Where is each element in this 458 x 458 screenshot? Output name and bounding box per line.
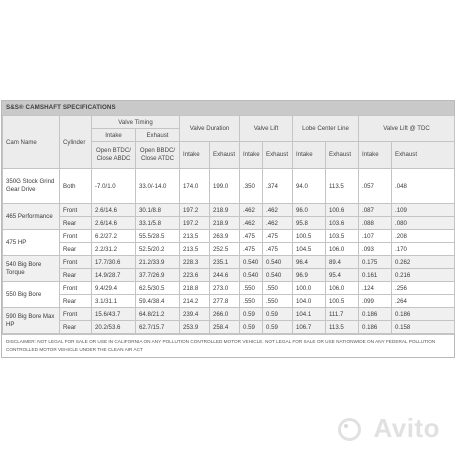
value-cell-vt-in: 2.6/14.6 — [92, 217, 136, 230]
value-cell-dur-in: 214.2 — [180, 295, 210, 308]
header-exhaust-timing: Open BBDC/ Close ATDC — [136, 142, 180, 169]
value-cell-tdc-in: .057 — [359, 169, 392, 204]
value-cell-lcl-ex: 103.5 — [326, 230, 359, 243]
value-cell-tdc-in: 0.161 — [359, 269, 392, 282]
value-cell-lift-in: .550 — [240, 282, 263, 295]
cylinder-cell: Rear — [60, 269, 92, 282]
value-cell-lcl-ex: 100.6 — [326, 204, 359, 217]
table-row — [3, 169, 455, 204]
header-valve-timing: Valve Timing — [92, 116, 180, 129]
cylinder-cell: Front — [60, 282, 92, 295]
value-cell-lcl-in: 96.4 — [293, 256, 326, 269]
avito-logo-icon — [338, 418, 361, 441]
header-valve-lift: Valve Lift — [240, 116, 293, 142]
value-cell-tdc-ex: 0.216 — [392, 269, 455, 282]
value-cell-lift-in: .462 — [240, 204, 263, 217]
value-cell-tdc-ex: .170 — [392, 243, 455, 256]
header-lcl-intake: Intake — [293, 142, 326, 169]
value-cell-tdc-ex: .048 — [392, 169, 455, 204]
value-cell-lift-ex: .550 — [263, 282, 293, 295]
camshaft-spec-sheet — [1, 100, 455, 358]
value-cell-dur-in: 228.3 — [180, 256, 210, 269]
value-cell-lift-in: 0.540 — [240, 256, 263, 269]
value-cell-tdc-ex: .109 — [392, 204, 455, 217]
value-cell-tdc-in: .099 — [359, 295, 392, 308]
cylinder-cell: Rear — [60, 321, 92, 334]
value-cell-dur-in: 213.5 — [180, 230, 210, 243]
value-cell-vt-ex: 62.5/30.5 — [136, 282, 180, 295]
cam-name-cell: 465 Performance — [3, 204, 60, 230]
value-cell-dur-in: 253.9 — [180, 321, 210, 334]
header-timing-exhaust: Exhaust — [136, 129, 180, 142]
spec-table — [2, 115, 455, 334]
value-cell-dur-ex: 252.5 — [210, 243, 240, 256]
value-cell-vt-ex: 62.7/15.7 — [136, 321, 180, 334]
header-duration-intake: Intake — [180, 142, 210, 169]
value-cell-lift-ex: 0.59 — [263, 308, 293, 321]
value-cell-lcl-ex: 89.4 — [326, 256, 359, 269]
value-cell-lift-in: 0.540 — [240, 269, 263, 282]
value-cell-dur-ex: 263.9 — [210, 230, 240, 243]
value-cell-lift-in: .475 — [240, 243, 263, 256]
value-cell-vt-ex: 21.2/33.9 — [136, 256, 180, 269]
value-cell-tdc-ex: .256 — [392, 282, 455, 295]
value-cell-lift-ex: 0.540 — [263, 256, 293, 269]
value-cell-tdc-ex: 0.158 — [392, 321, 455, 334]
value-cell-lcl-ex: 106.0 — [326, 243, 359, 256]
value-cell-vt-ex: 55.5/28.5 — [136, 230, 180, 243]
cam-name-cell: 590 Big Bore Max HP — [3, 308, 60, 334]
cam-name-cell: 540 Big Bore Torque — [3, 256, 60, 282]
value-cell-lift-in: .462 — [240, 217, 263, 230]
value-cell-tdc-in: 0.186 — [359, 308, 392, 321]
value-cell-lift-in: .550 — [240, 295, 263, 308]
value-cell-vt-ex: 33.0/-14.0 — [136, 169, 180, 204]
table-row — [3, 308, 455, 321]
value-cell-lift-in: .475 — [240, 230, 263, 243]
header-tdc-exhaust: Exhaust — [392, 142, 455, 169]
spec-table-body — [3, 169, 455, 334]
value-cell-lcl-in: 104.1 — [293, 308, 326, 321]
header-lobe-center-line: Lobe Center Line — [293, 116, 359, 142]
table-row — [3, 282, 455, 295]
header-valve-lift-tdc: Valve Lift @ TDC — [359, 116, 455, 142]
value-cell-lcl-in: 100.0 — [293, 282, 326, 295]
value-cell-tdc-in: 0.175 — [359, 256, 392, 269]
value-cell-dur-in: 223.6 — [180, 269, 210, 282]
value-cell-dur-in: 239.4 — [180, 308, 210, 321]
value-cell-lcl-ex: 113.5 — [326, 169, 359, 204]
value-cell-vt-in: 15.6/43.7 — [92, 308, 136, 321]
value-cell-lcl-ex: 113.5 — [326, 321, 359, 334]
value-cell-vt-in: 17.7/30.6 — [92, 256, 136, 269]
header-intake-timing: Open BTDC/ Close ABDC — [92, 142, 136, 169]
table-row — [3, 256, 455, 269]
value-cell-lcl-in: 95.8 — [293, 217, 326, 230]
value-cell-dur-ex: 258.4 — [210, 321, 240, 334]
value-cell-lcl-ex: 100.5 — [326, 295, 359, 308]
value-cell-lift-ex: .550 — [263, 295, 293, 308]
value-cell-tdc-in: .088 — [359, 217, 392, 230]
value-cell-dur-ex: 277.8 — [210, 295, 240, 308]
value-cell-dur-in: 218.8 — [180, 282, 210, 295]
table-row — [3, 243, 455, 256]
value-cell-lcl-in: 96.0 — [293, 204, 326, 217]
value-cell-lift-ex: .462 — [263, 204, 293, 217]
value-cell-tdc-in: .093 — [359, 243, 392, 256]
value-cell-vt-ex: 30.1/8.8 — [136, 204, 180, 217]
value-cell-lcl-in: 106.7 — [293, 321, 326, 334]
value-cell-lift-ex: .475 — [263, 230, 293, 243]
value-cell-dur-ex: 235.1 — [210, 256, 240, 269]
table-row — [3, 230, 455, 243]
value-cell-lift-in: .350 — [240, 169, 263, 204]
value-cell-lcl-in: 96.9 — [293, 269, 326, 282]
value-cell-vt-in: 6.2/27.2 — [92, 230, 136, 243]
header-cam-name: Cam Name — [3, 116, 60, 169]
value-cell-lcl-in: 94.0 — [293, 169, 326, 204]
value-cell-dur-in: 197.2 — [180, 204, 210, 217]
value-cell-tdc-ex: 0.186 — [392, 308, 455, 321]
cam-name-cell: 350G Stock Grind Gear Drive — [3, 169, 60, 204]
value-cell-vt-ex: 33.1/5.8 — [136, 217, 180, 230]
value-cell-lift-in: 0.59 — [240, 321, 263, 334]
value-cell-tdc-in: .107 — [359, 230, 392, 243]
value-cell-dur-ex: 218.9 — [210, 217, 240, 230]
header-cylinder: Cylinder — [60, 116, 92, 169]
header-lift-intake: Intake — [240, 142, 263, 169]
cylinder-cell: Rear — [60, 217, 92, 230]
value-cell-lcl-in: 104.0 — [293, 295, 326, 308]
value-cell-vt-ex: 37.7/26.9 — [136, 269, 180, 282]
value-cell-lcl-ex: 95.4 — [326, 269, 359, 282]
cylinder-cell: Rear — [60, 243, 92, 256]
table-row — [3, 295, 455, 308]
value-cell-vt-ex: 59.4/38.4 — [136, 295, 180, 308]
header-timing-intake: Intake — [92, 129, 136, 142]
value-cell-lift-ex: .462 — [263, 217, 293, 230]
value-cell-dur-ex: 244.6 — [210, 269, 240, 282]
value-cell-dur-ex: 199.0 — [210, 169, 240, 204]
value-cell-dur-in: 213.5 — [180, 243, 210, 256]
watermark-text: Avito — [373, 413, 440, 443]
value-cell-lift-ex: 0.540 — [263, 269, 293, 282]
value-cell-vt-in: 3.1/31.1 — [92, 295, 136, 308]
value-cell-lcl-in: 100.5 — [293, 230, 326, 243]
value-cell-lift-in: 0.59 — [240, 308, 263, 321]
value-cell-tdc-in: .087 — [359, 204, 392, 217]
header-lcl-exhaust: Exhaust — [326, 142, 359, 169]
table-row — [3, 204, 455, 217]
value-cell-lcl-in: 104.5 — [293, 243, 326, 256]
table-row — [3, 217, 455, 230]
header-valve-duration: Valve Duration — [180, 116, 240, 142]
table-row — [3, 321, 455, 334]
value-cell-dur-ex: 266.0 — [210, 308, 240, 321]
value-cell-vt-in: 14.9/28.7 — [92, 269, 136, 282]
value-cell-lcl-ex: 103.6 — [326, 217, 359, 230]
value-cell-vt-in: 20.2/53.6 — [92, 321, 136, 334]
value-cell-dur-in: 197.2 — [180, 217, 210, 230]
spec-title: S&S® CAMSHAFT SPECIFICATIONS — [2, 101, 454, 115]
value-cell-dur-in: 174.0 — [180, 169, 210, 204]
value-cell-vt-in: 2.6/14.6 — [92, 204, 136, 217]
value-cell-tdc-ex: 0.262 — [392, 256, 455, 269]
value-cell-tdc-ex: .080 — [392, 217, 455, 230]
value-cell-vt-ex: 64.8/21.2 — [136, 308, 180, 321]
cylinder-cell: Rear — [60, 295, 92, 308]
value-cell-tdc-in: 0.186 — [359, 321, 392, 334]
header-lift-exhaust: Exhaust — [263, 142, 293, 169]
value-cell-vt-in: 2.2/31.2 — [92, 243, 136, 256]
cylinder-cell: Front — [60, 204, 92, 217]
cam-name-cell: 475 HP — [3, 230, 60, 256]
cylinder-cell: Front — [60, 256, 92, 269]
cylinder-cell: Front — [60, 230, 92, 243]
value-cell-tdc-ex: .208 — [392, 230, 455, 243]
cylinder-cell: Both — [60, 169, 92, 204]
header-duration-exhaust: Exhaust — [210, 142, 240, 169]
value-cell-vt-in: 9.4/29.4 — [92, 282, 136, 295]
value-cell-dur-ex: 218.9 — [210, 204, 240, 217]
cam-name-cell: 550 Big Bore — [3, 282, 60, 308]
value-cell-dur-ex: 273.0 — [210, 282, 240, 295]
value-cell-vt-in: -7.0/1.0 — [92, 169, 136, 204]
value-cell-tdc-ex: .264 — [392, 295, 455, 308]
value-cell-lift-ex: .374 — [263, 169, 293, 204]
value-cell-tdc-in: .124 — [359, 282, 392, 295]
table-row — [3, 269, 455, 282]
value-cell-lift-ex: .475 — [263, 243, 293, 256]
disclaimer-text: DISCLAIMER: NOT LEGAL FOR SALE OR USE IN CALIFORNIA ON ANY POLLUTION CONTROLLED MOTOR VEHICLE. NOT LEGAL FOR SALE OR USE NATIONWIDE ON ANY FEDERAL POLLUTION CONTROLLED MOTOR VEHICLE UNDER THE CLEAN AIR ACT — [2, 334, 454, 357]
cylinder-cell: Front — [60, 308, 92, 321]
value-cell-lift-ex: 0.59 — [263, 321, 293, 334]
value-cell-lcl-ex: 111.7 — [326, 308, 359, 321]
header-tdc-intake: Intake — [359, 142, 392, 169]
value-cell-vt-ex: 52.5/20.2 — [136, 243, 180, 256]
value-cell-lcl-ex: 106.0 — [326, 282, 359, 295]
